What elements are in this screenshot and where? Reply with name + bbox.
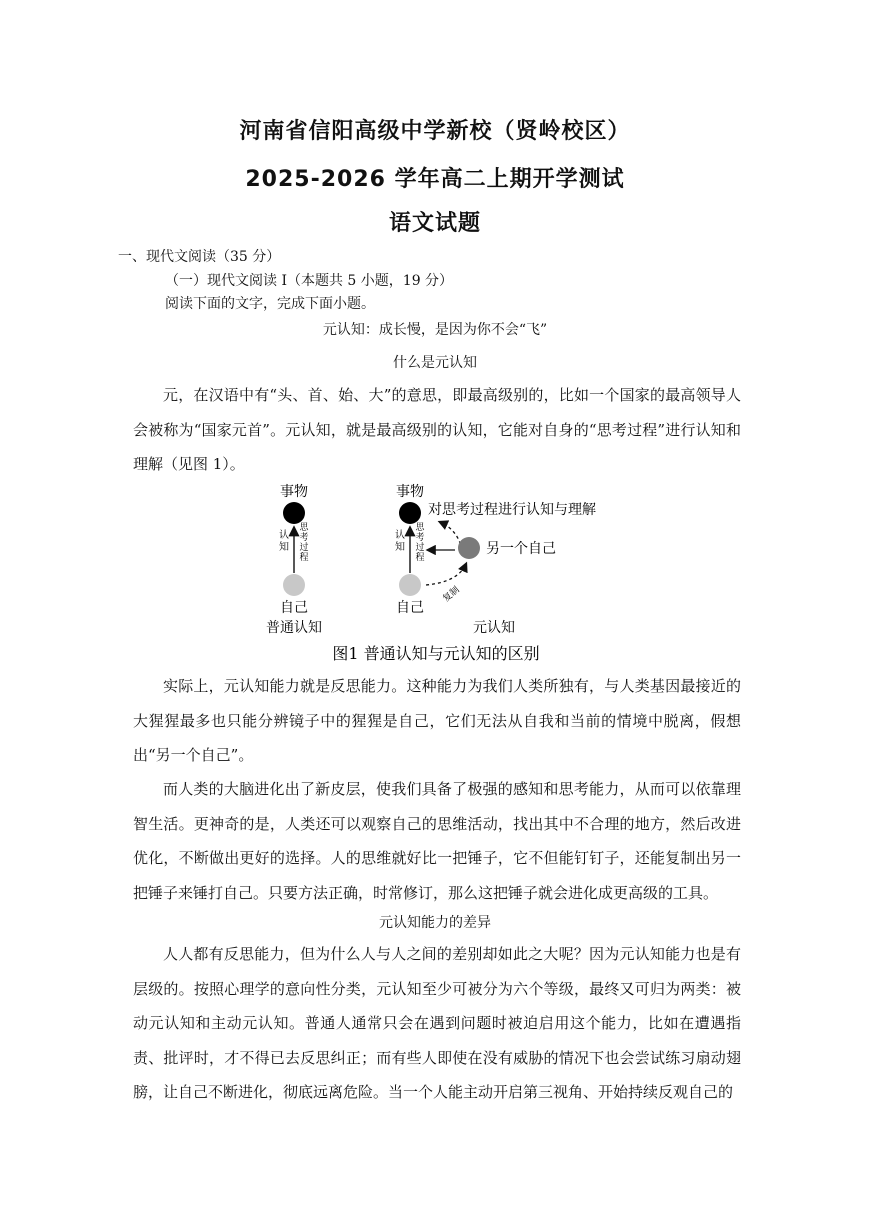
right-cognition-label: 认知 — [395, 530, 405, 553]
right-caption: 元认知 — [473, 620, 515, 636]
paragraph-3 — [133, 772, 741, 910]
paragraph-3-text: 而人类的大脑进化出了新皮层，使我们具备了极强的感知和思考能力，从而可以依靠理智生活。更神奇的是，人类还可以观察自己的思维活动，找出其中不合理的地方，然后改进优化，不断做出更好的选择。人的思维就好比一把锤子，它不但能钉钉子，还能复制出另一把锤子来锤打自己。只要方法正确，时常修订，那么这把锤子就会进化成更高级的工具。 — [133, 780, 741, 902]
figure-1-diagram — [250, 478, 630, 668]
paragraph-4-text: 人人都有反思能力，但为什么人与人之间的差别却如此之大呢？因为元认知能力也是有层级的。按照心理学的意向性分类，元认知至少可被分为六个等级，最终又可归为两类：被动元认知和主动元认知。普通人通常只会在遇到问题时被迫启用这个能力，比如在遭遇指责、批评时，才不得已去反思纠正；而有些人即使在没有威胁的情况下也会尝试练习扇动翅膀，让自己不断进化，彻底远离危险。当一个人能主动开启第三视角、开始持续反观自己的 — [133, 945, 741, 1101]
right-self-label: 自己 — [396, 600, 424, 616]
paragraph-1-text: 元，在汉语中有“头、首、始、大”的意思，即最高级别的，比如一个国家的最高领导人会被称为“国家元首”。元认知，就是最高级别的认知，它能对自身的“思考过程”进行认知和理解（见图 1）。 — [133, 386, 741, 473]
figure-caption: 图1 普通认知与元认知的区别 — [332, 644, 540, 663]
left-self-node — [283, 574, 305, 596]
left-thing-label: 事物 — [280, 484, 308, 500]
subject-title: 语文试题 — [388, 211, 481, 236]
section-title: 一、现代文阅读（35 分） — [118, 249, 281, 265]
paragraph-2-text: 实际上，元认知能力就是反思能力。这种能力为我们人类所独有，与人类基因最接近的大猩猩最多也只能分辨镜子中的猩猩是自己，它们无法从自我和当前的情境中脱离，假想出“另一个自己”。 — [133, 677, 741, 764]
left-cognition-label: 认知 — [279, 530, 289, 553]
left-caption: 普通认知 — [266, 620, 322, 636]
right-dashed-lower — [426, 564, 466, 585]
other-self-label: 另一个自己 — [486, 541, 556, 557]
subsection-title: （一）现代文阅读 I（本题共 5 小题，19 分） — [165, 273, 454, 289]
left-thinking-process-label: 思考过程 — [299, 523, 309, 563]
school-title: 河南省信阳高级中学新校（贤岭校区） — [239, 119, 631, 144]
left-thing-node — [283, 502, 305, 524]
paragraph-4 — [133, 937, 741, 1110]
paragraph-2 — [133, 669, 741, 773]
exam-title: 2025-2026 学年高二上期开学测试 — [245, 167, 625, 192]
heading-what-is-metacognition: 什么是元认知 — [393, 355, 477, 371]
right-self-node — [399, 574, 421, 596]
other-self-node — [458, 537, 480, 559]
right-thing-label: 事物 — [396, 484, 424, 500]
heading-metacognition-difference: 元认知能力的差异 — [379, 915, 491, 931]
right-thing-node — [399, 502, 421, 524]
instruction-text: 阅读下面的文字，完成下面小题。 — [165, 296, 375, 312]
right-thinking-process-label: 思考过程 — [415, 523, 425, 563]
copy-label: 复制 — [441, 585, 462, 605]
paragraph-1 — [133, 378, 741, 482]
article-title: 元认知：成长慢，是因为你不会“飞” — [322, 322, 548, 338]
left-self-label: 自己 — [280, 600, 308, 616]
right-annotation: 对思考过程进行认知与理解 — [428, 502, 596, 518]
